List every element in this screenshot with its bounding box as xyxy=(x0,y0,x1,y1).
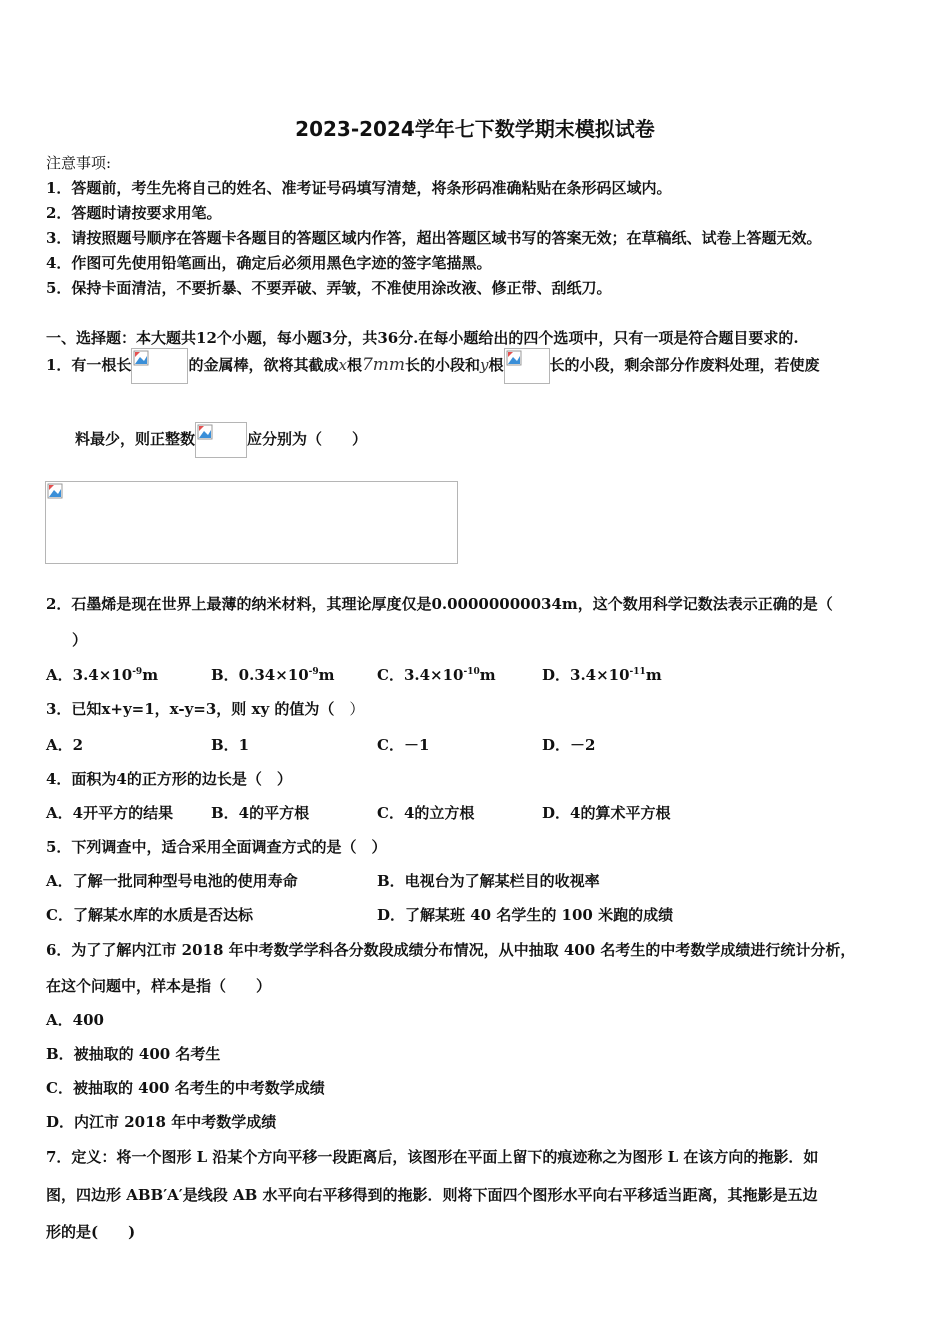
option-d: D．－2 xyxy=(542,736,596,754)
page-title: 2023-2024学年七下数学期末模拟试卷 xyxy=(295,117,655,141)
question-7-stem-end: 形的是( ) xyxy=(46,1223,136,1241)
notice-item: 3．请按照题号顺序在答题卡各题目的答题区域内作答，超出答题区域书写的答案无效；在草稿纸、试卷上答题无效。 xyxy=(46,229,822,247)
question-6-stem: 6．为了了解内江市 2018 年中考数学学科各分数段成绩分布情况，从中抽取 400 名考生的中考数学成绩进行统计分析， xyxy=(46,941,856,959)
broken-image-icon xyxy=(195,422,247,458)
question-2-stem: 2．石墨烯是现在世界上最薄的纳米材料，其理论厚度仅是0.00000000034m，这个数用科学记数法表示正确的是（ xyxy=(46,595,833,613)
notice-item: 5．保持卡面清洁，不要折暴、不要弄破、弄皱，不准使用涂改液、修正带、刮纸刀。 xyxy=(46,279,612,297)
option-b: B．电视台为了解某栏目的收视率 xyxy=(377,872,600,890)
notice-item: 1．答题前，考生先将自己的姓名、准考证号码填写清楚，将条形码准确粘贴在条形码区域内。 xyxy=(46,179,672,197)
question-7-stem: 7．定义：将一个图形 L 沿某个方向平移一段距离后，该图形在平面上留下的痕迹称之为图形 L 在该方向的拖影．如 xyxy=(46,1148,819,1166)
notice-item: 2．答题时请按要求用笔。 xyxy=(46,204,222,222)
option-a: A．400 xyxy=(46,1011,104,1029)
option-a: A．了解一批同种型号电池的使用寿命 xyxy=(46,872,298,890)
option-a: A．$3.4\times 10^{-9}m$ xyxy=(46,666,159,684)
question-1-line1: 1．有一根长 的金属棒，欲将其截成x根7mm长的小段和y根 长的小段，剩余部分作废料处理，若使废 xyxy=(46,348,820,388)
option-b: B．被抽取的 400 名考生 xyxy=(46,1045,221,1063)
option-c: C．被抽取的 400 名考生的中考数学成绩 xyxy=(46,1079,325,1097)
option-d: D．内江市 2018 年中考数学成绩 xyxy=(46,1113,277,1131)
question-6-stem-cont: 在这个问题中，样本是指（ ） xyxy=(46,977,272,995)
option-b: B．4的平方根 xyxy=(211,804,310,822)
option-c: C．了解某水库的水质是否达标 xyxy=(46,906,253,924)
broken-image-icon xyxy=(504,348,550,384)
option-d: D．了解某班 40 名学生的 100 米跑的成绩 xyxy=(377,906,674,924)
question-2-stem-end: ） xyxy=(72,631,88,649)
option-c: C．$3.4\times 10^{-10}m$ xyxy=(377,666,496,684)
broken-image-icon xyxy=(131,348,188,384)
option-a: A．2 xyxy=(46,736,84,754)
option-d: D．4的算术平方根 xyxy=(542,804,671,822)
question-5-stem: 5．下列调查中，适合采用全面调查方式的是（ ） xyxy=(46,838,387,856)
option-a: A．4开平方的结果 xyxy=(46,804,174,822)
option-d: D．$3.4\times 10^{-11}m$ xyxy=(542,666,662,684)
notice-item: 4．作图可先使用铅笔画出，确定后必须用黑色字迹的签字笔描黑。 xyxy=(46,254,492,272)
question-7-stem-cont: 图，四边形 ABB′A′是线段 AB 水平向右平移得到的拖影．则将下面四个图形水平向右平移适当距离，其拖影是五边 xyxy=(46,1186,818,1204)
option-c: C．－1 xyxy=(377,736,430,754)
broken-image-icon xyxy=(45,481,458,564)
option-c: C．4的立方根 xyxy=(377,804,475,822)
question-1-line2: 料最少，则正整数 应分别为（ ） xyxy=(75,422,367,458)
question-3-stem: 3．已知x+y=1，x-y=3，则 xy 的值为（ ） xyxy=(46,700,365,718)
notice-heading: 注意事项: xyxy=(46,154,112,172)
question-4-stem: 4．面积为4的正方形的边长是（ ） xyxy=(46,770,292,788)
option-b: B．1 xyxy=(211,736,250,754)
option-b: B．$0.34\times 10^{-9}m$ xyxy=(211,666,335,684)
section-heading: 一、选择题：本大题共12个小题，每小题3分，共36分.在每小题给出的四个选项中，只有一项是符合题目要求的. xyxy=(46,329,799,347)
